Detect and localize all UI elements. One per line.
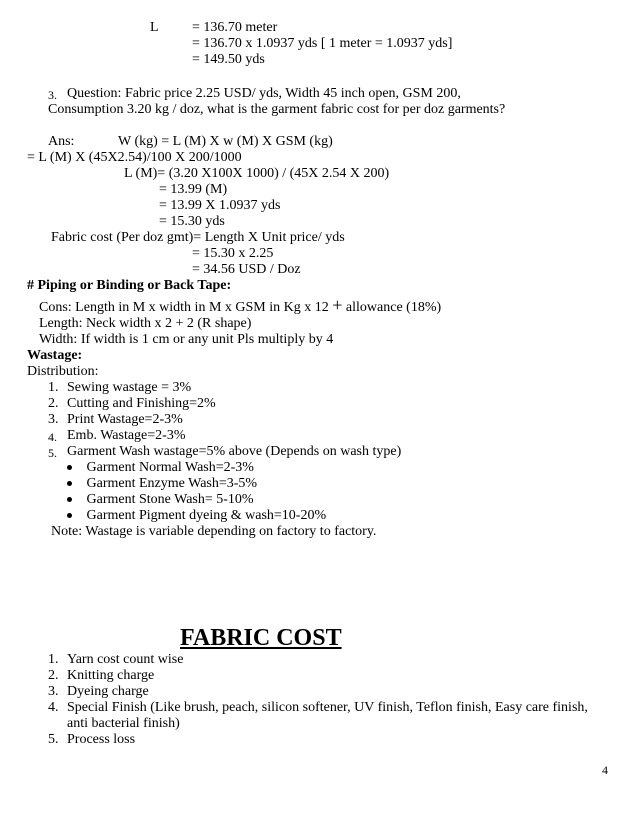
bullet-text: Garment Normal Wash=2-3%: [86, 460, 254, 475]
bullet-item-1: [67, 460, 254, 476]
answer-line-9: = 34.56 USD / Doz: [192, 262, 301, 277]
bullet-item-4: [67, 508, 326, 524]
wastage-note: Note: Wastage is variable depending on factory to factory.: [51, 524, 377, 539]
length-line-3: = 149.50 yds: [192, 52, 265, 67]
answer-line-5: = 13.99 X 1.0937 yds: [159, 198, 281, 213]
bullet-icon: [67, 513, 72, 518]
length-line-2: = 136.70 x 1.0937 yds [ 1 meter = 1.0937 yds]: [192, 36, 453, 51]
fabric-num-3: 3.: [48, 684, 59, 699]
wastage-num-1: 1.: [48, 380, 59, 395]
fabric-item-2: Knitting charge: [67, 668, 155, 683]
wastage-item-1: Sewing wastage = 3%: [67, 380, 192, 395]
fabric-item-3: Dyeing charge: [67, 684, 149, 699]
bullet-icon: [67, 465, 72, 470]
fabric-num-4: 4.: [48, 700, 59, 715]
plus-sign: +: [332, 295, 343, 315]
wastage-item-4: Emb. Wastage=2-3%: [67, 428, 186, 443]
fabric-cost-title: FABRIC COST: [180, 625, 342, 651]
wastage-num-3: 3.: [48, 412, 59, 427]
fabric-num-2: 2.: [48, 668, 59, 683]
fabric-cost-formula: Fabric cost (Per doz gmt)= Length X Unit price/ yds: [51, 230, 345, 245]
fabric-item-4-cont: anti bacterial finish): [67, 716, 180, 731]
wastage-num-5: 5.: [48, 446, 57, 460]
wastage-item-5: Garment Wash wastage=5% above (Depends on wash type): [67, 444, 402, 459]
answer-label: Ans:: [48, 134, 75, 149]
piping-cons: [39, 297, 441, 316]
piping-allowance: allowance (18%): [345, 300, 442, 315]
bullet-icon: [67, 481, 72, 486]
fabric-item-4: Special Finish (Like brush, peach, silicon softener, UV finish, Teflon finish, Easy care finish,: [67, 700, 588, 715]
piping-length: Length: Neck width x 2 + 2 (R shape): [39, 316, 252, 331]
fabric-num-5: 5.: [48, 732, 59, 747]
piping-width: Width: If width is 1 cm or any unit Pls multiply by 4: [39, 332, 334, 347]
wastage-heading: Wastage:: [27, 348, 83, 363]
page-number: 4: [602, 763, 608, 777]
fabric-item-5: Process loss: [67, 732, 136, 747]
fabric-item-1: Yarn cost count wise: [67, 652, 184, 667]
wastage-item-2: Cutting and Finishing=2%: [67, 396, 216, 411]
wastage-num-4: 4.: [48, 430, 57, 444]
distribution-label: Distribution:: [27, 364, 99, 379]
answer-line-4: = 13.99 (M): [159, 182, 228, 197]
fabric-num-1: 1.: [48, 652, 59, 667]
answer-formula: W (kg) = L (M) X w (M) X GSM (kg): [118, 134, 333, 149]
length-line-1: = 136.70 meter: [192, 20, 278, 35]
question-line-2: Consumption 3.20 kg / doz, what is the garment fabric cost for per doz garments?: [48, 102, 506, 117]
wastage-item-3: Print Wastage=2-3%: [67, 412, 183, 427]
answer-line-3: L (M)= (3.20 X100X 1000) / (45X 2.54 X 200): [124, 166, 390, 181]
answer-line-8: = 15.30 x 2.25: [192, 246, 274, 261]
answer-line-6: = 15.30 yds: [159, 214, 225, 229]
piping-heading: # Piping or Binding or Back Tape:: [27, 278, 232, 293]
length-label: L: [150, 20, 159, 35]
wastage-num-2: 2.: [48, 396, 59, 411]
bullet-text: Garment Stone Wash= 5-10%: [86, 492, 254, 507]
bullet-text: Garment Pigment dyeing & wash=10-20%: [86, 508, 327, 523]
answer-line-2: = L (M) X (45X2.54)/100 X 200/1000: [27, 150, 242, 165]
question-line-1: Question: Fabric price 2.25 USD/ yds, Width 45 inch open, GSM 200,: [67, 86, 461, 101]
piping-cons-text: Cons: Length in M x width in M x GSM in Kg x 12: [39, 300, 329, 315]
bullet-text: Garment Enzyme Wash=3-5%: [86, 476, 258, 491]
bullet-icon: [67, 497, 72, 502]
bullet-item-2: [67, 476, 257, 492]
question-number: 3.: [48, 88, 57, 102]
bullet-item-3: [67, 492, 254, 508]
